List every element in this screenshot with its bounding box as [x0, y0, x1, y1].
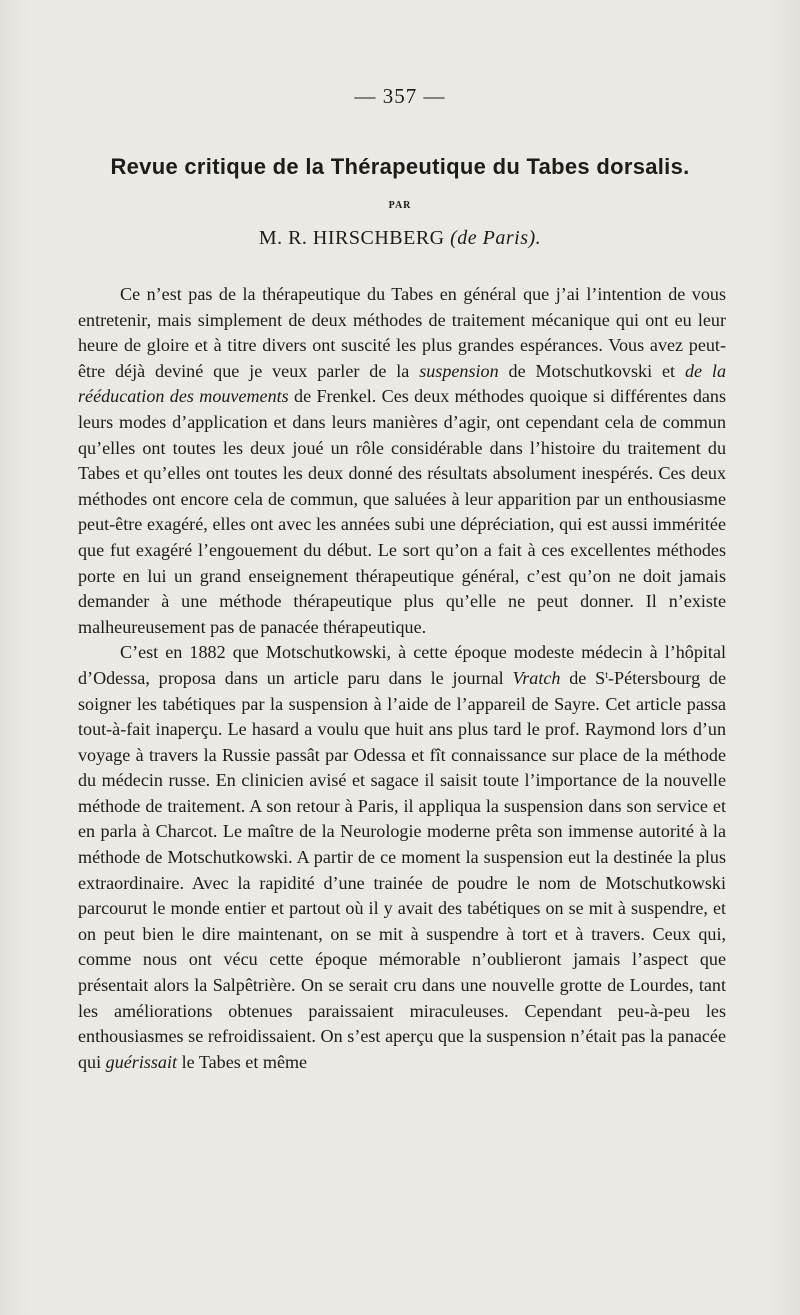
- italic-text: guérissait: [105, 1051, 178, 1072]
- article-title: Revue critique de la Thérapeutique du Tabes dorsalis.: [110, 154, 690, 179]
- paragraph: [78, 282, 726, 640]
- italic-text: de la rééducation des mouvements: [78, 360, 726, 407]
- page-number: — 357 —: [354, 84, 446, 108]
- paragraph-text: Ce n’est pas de la thérapeutique du Tabes en général que j’ai l’intention de vous entretenir, mais simplement de deux méthodes de traitement mécanique qui ont eu leur heure de gloire et à titre divers ont suscité les plus grandes espérances. Vous avez peut-être déjà deviné que je veux parler de la: [78, 284, 726, 381]
- paragraph-text: -Pétersbourg de soigner les tabétiques par la suspension à l’aide de l’appareil de Sayre. Cet article passa tout-à-fait inaperçu. Le hasard a voulu que huit ans plus tard le prof. Raymond lors d’un voyage à travers la Russie passât par Odessa et fît connaissance sur place de la méthode du médecin russe. En clinicien avisé et sagace il saisit toute l’importance de la nouvelle méthode de traitement. A son retour à Paris, il appliqua la suspension dans son service et en parla à Charcot. Le maître de la Neurologie moderne prêta son immense autorité à la méthode de Motschutkowski. A partir de ce moment la suspension eut la destinée la plus extraordinaire. Avec la rapidité d’une trainée de poudre le nom de Motschutkowski parcourut le monde entier et partout où il y avait des tabétiques on se mit à suspendre, et on peut bien le dire maintenant, on se mit à suspendre à tort et à travers. Ceux qui, comme nous ont vécu cette époque mémorable n’oublieront jamais l’aspect que présentait alors la Salpêtrière. On se serait cru dans une nouvelle grotte de Lourdes, tant les améliorations obtenues paraissaient miraculeuses. Cependant peu-à-peu les enthousiasmes se refroidissaient. On s’est aperçu que la suspension n’était pas la panacée qui: [78, 667, 727, 1072]
- paragraph-text: de Motschutkovski et: [498, 360, 685, 381]
- paragraph-text: C’est en 1882 que Motschutkowski, à cette époque modeste médecin à l’hôpital d’Odessa, proposa dans un article paru dans le journal: [78, 642, 726, 688]
- by-line: PAR: [388, 200, 412, 211]
- paragraph-text: t: [605, 669, 608, 681]
- italic-text: suspension: [419, 360, 499, 381]
- article-body: [78, 282, 726, 1075]
- paragraph: [78, 640, 726, 1075]
- author-line: [0, 227, 800, 250]
- author-affiliation: (de Paris).: [450, 227, 542, 249]
- paragraph-text: de S: [560, 667, 606, 688]
- italic-text: Vratch: [512, 667, 561, 688]
- paragraph-text: le Tabes et même: [177, 1051, 308, 1072]
- paragraph-text: de Frenkel. Ces deux méthodes quoique si différentes dans leurs modes d’application et dans leurs manières d’agir, ont cependant cela de commun qu’elles ont toutes les deux joué un rôle considérable dans l’histoire du traitement du Tabes et qu’elles ont toutes les deux donné des résultats absolument inespérés. Ces deux méthodes ont encore cela de commun, que saluées à leur apparition par un enthousiasme peut-être exagéré, elles ont avec les années subi une dépréciation, qui est aussi imméritée que fut exagéré l’engouement du début. Le sort qu’on a fait à ces excellentes méthodes porte en lui un grand enseignement thérapeutique général, c’est qu’on ne doit jamais demander à une méthode thérapeutique plus qu’elle ne peut donner. Il n’existe malheureusement pas de panacée thérapeutique.: [78, 386, 726, 637]
- author-name: M. R. HIRSCHBERG: [258, 227, 445, 249]
